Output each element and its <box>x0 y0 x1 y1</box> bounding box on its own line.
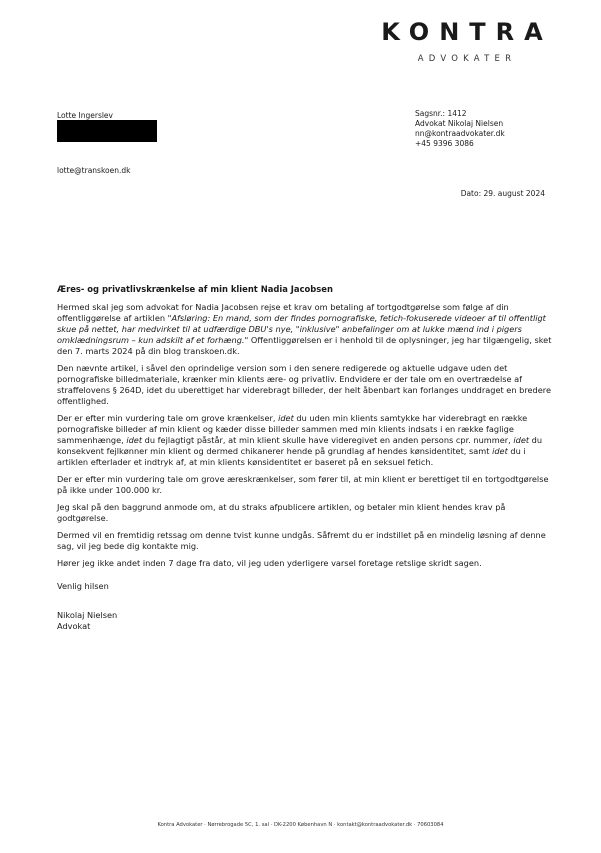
redacted-address-block <box>57 120 157 142</box>
sender-info <box>415 109 505 149</box>
p3-text-e: du i artiklen efterlader et indtryk af, at min klients kønsidentitet er baseret på en seksuel fetich. <box>57 446 526 467</box>
paragraph-6: Dermed vil en fremtidig retssag om denne tvist kunne undgås. Såfremt du er indstillet på en mindelig løsning af denne sag, vil jeg bede dig kontakte mig. <box>57 530 546 551</box>
logo-wordmark: KONTRA <box>381 18 553 46</box>
sender-lawyer: Advokat Nikolaj Nielsen <box>415 119 504 128</box>
recipient-email: lotte@transkoen.dk <box>57 166 131 175</box>
p3-text-c: du fejlagtigt påstår, at min klient skulle have videregivet en anden persons cpr. nummer, <box>142 435 514 445</box>
sender-email: nn@kontraadvokater.dk <box>415 129 505 138</box>
signer-name: Nikolaj Nielsen <box>57 610 118 620</box>
closing-greeting: Venlig hilsen <box>57 581 109 591</box>
logo-tagline: ADVOKATER <box>417 54 517 64</box>
page-footer: Kontra Advokater · Nørrebrogade 5C, 1. sal · DK-2200 København N · kontakt@kontraadvokater.dk · 70603084 <box>157 822 444 828</box>
paragraph-2: Den nævnte artikel, i såvel den oprindelige version som i den senere redigerede og aktuelle udgave uden det pornografiske billedmateriale, krænker min klients ære- og privatliv. Endvidere er der tale om en overtrædelse af straffelovens § 264D, idet du uberettiget har viderebragt billeder, der helt åbenbart kan forlanges unddraget en bredere offentlighed. <box>57 363 552 406</box>
paragraph-7: Hører jeg ikke andet inden 7 dage fra dato, vil jeg uden yderligere varsel foretage retslige skridt sagen. <box>57 558 482 568</box>
p1-article-title: "Afsløring: En mand, som der findes pornografiske, fetich-fokuserede videoer af til offentligt skue på nettet, har medvirket til at udfærdige DBU's nye, "inklusive" anbefalinger om at lukke mænd ind i pigers omklædningsrum – kun adskilt af et forhæng." <box>57 313 546 345</box>
sender-phone: +45 9396 3086 <box>415 139 474 148</box>
case-number: Sagsnr.: 1412 <box>415 109 467 118</box>
p3-text-b: du uden min klients samtykke har viderebragt en række pornografiske billeder af min klient og kæder disse billeder sammen med min klients indsats i en række faglige sammenhænge, <box>57 413 528 445</box>
signer-title: Advokat <box>57 621 91 631</box>
paragraph-5: Jeg skal på den baggrund anmode om, at du straks afpublicere artiklen, og betaler min klient hendes krav på godtgørelse. <box>57 502 506 523</box>
paragraph-4: Der er efter min vurdering tale om grove æreskrænkelser, som fører til, at min klient er berettiget til en tortgodtgørelse på ikke under 100.000 kr. <box>57 474 549 495</box>
p1-text-b: Offentliggørelsen er i henhold til de oplysninger, jeg har tilgængelig, sket den 7. marts 2024 på din blog transkoen.dk. <box>57 335 552 356</box>
p3-emph-3: idet <box>513 435 530 445</box>
p1-text-a: Hermed skal jeg som advokat for Nadia Jacobsen rejse et krav om betaling af tortgodtgørelse som følge af din offentliggørelse af artiklen <box>57 302 509 323</box>
firm-logo <box>367 18 567 64</box>
letter-body <box>57 284 557 632</box>
p3-emph-1: idet <box>278 413 294 423</box>
recipient-name: Lotte Ingerslev <box>57 111 113 120</box>
p3-text-d: du konsekvent fejlkønner min klient og dermed chikanerer hende på grundlag af hendes kønsidentitet, samt <box>57 435 543 456</box>
letter-date: Dato: 29. august 2024 <box>460 189 545 198</box>
paragraph-1 <box>57 302 557 357</box>
p3-emph-4: idet <box>492 446 508 456</box>
paragraph-3 <box>57 413 557 468</box>
p3-text-a: Der er efter min vurdering tale om grove krænkelser, <box>57 413 279 423</box>
letter-subject: Æres- og privatlivskrænkelse af min klient Nadia Jacobsen <box>57 284 333 294</box>
p3-emph-2: idet <box>126 435 143 445</box>
